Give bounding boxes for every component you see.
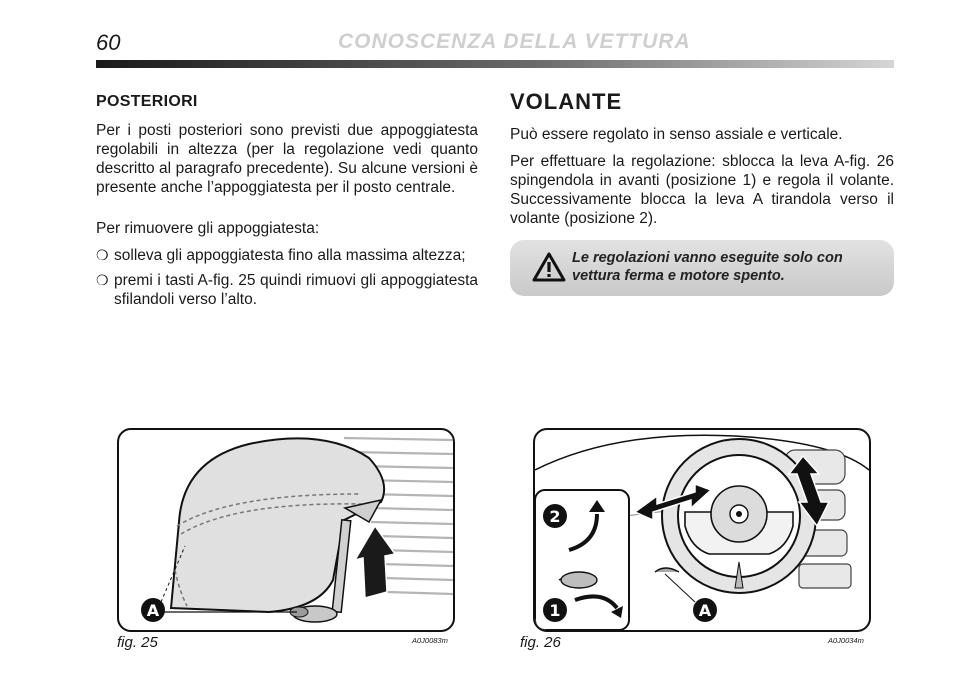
bullet-list: [96, 246, 478, 309]
spacer: [96, 205, 478, 219]
paragraph: Per effettuare la regolazione: sblocca la leva A-fig. 26 spingendola in avanti (posizione 1) e regola il volante. Successivamente blocca la leva A tirandola verso il volante (posizione 2).: [510, 153, 894, 227]
subheading: POSTERIORI: [96, 93, 198, 110]
warning-text: Le regolazioni vanno eseguite solo con vettura ferma e motore spento.: [572, 250, 843, 284]
callout-2: 2: [549, 507, 561, 526]
bullet-icon: ❍: [96, 272, 109, 288]
callout-a: A: [146, 601, 160, 620]
figure-code: A0J0034m: [828, 636, 864, 645]
paragraph: Per rimuovere gli appoggiatesta:: [96, 220, 320, 237]
callout-1: 1: [549, 601, 561, 620]
figure-caption: fig. 26: [520, 634, 561, 651]
paragraph: Può essere regolato in senso assiale e verticale.: [510, 126, 843, 143]
figure-code: A0J0083m: [412, 636, 448, 645]
list-item-text: premi i tasti A-fig. 25 quindi rimuovi gli appoggiatesta sfilandoli verso l’alto.: [114, 272, 478, 308]
list-item: [96, 246, 478, 265]
right-column: [510, 89, 894, 236]
list-item: [96, 271, 478, 309]
page-number: 60: [96, 30, 121, 55]
paragraph: Per i posti posteriori sono previsti due appoggiatesta regolabili in altezza (per la regolazione vedi quanto descritto al paragrafo precedente). Su alcune versioni è presente anche l’appoggiatesta per il posto centrale.: [96, 122, 478, 196]
list-item-text: solleva gli appoggiatesta fino alla massima altezza;: [114, 247, 466, 264]
steering-wheel-illustration: [535, 430, 869, 630]
bullet-icon: ❍: [96, 247, 109, 263]
warning-box: [510, 240, 894, 296]
header-rule: [96, 60, 894, 68]
warning-icon: [532, 252, 566, 287]
figure-caption: fig. 25: [117, 634, 158, 651]
callout-a: A: [698, 601, 712, 620]
section-heading: VOLANTE: [510, 89, 623, 114]
section-title: CONOSCENZA DELLA VETTURA: [338, 30, 691, 53]
figure-headrest: [117, 428, 455, 632]
left-column: [96, 92, 478, 315]
figure-steering-wheel: [533, 428, 871, 632]
headrest-illustration: [119, 430, 453, 630]
